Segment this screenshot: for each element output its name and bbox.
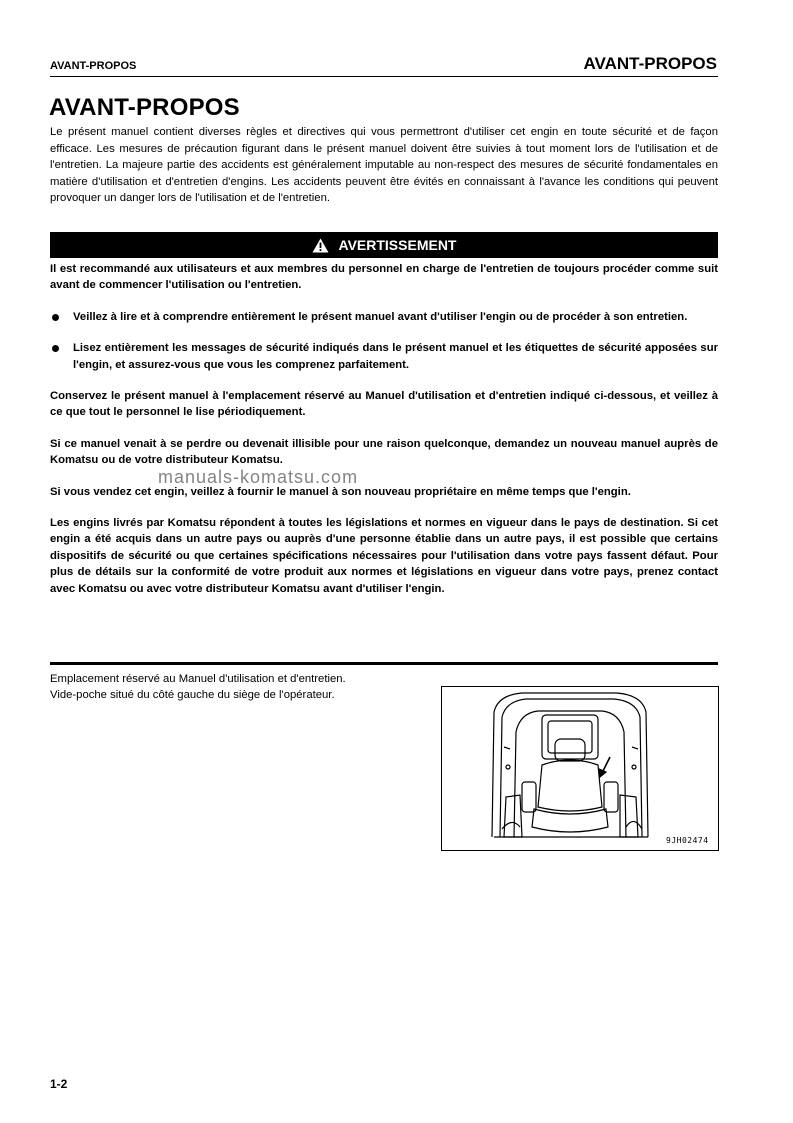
warning-paragraph: Les engins livrés par Komatsu répondent à toutes les législations et normes en vigueur dans le pays de destination. Si cet engin a été acquis dans un autre pays ou auprès d'une personne établie dans un autre pays, il est possible que certains dispositifs de sécurité ou que certaines spécifications nécessaires pour l'utilisation dans votre pays fassent défaut. Pour plus de détails sur la conformité de votre produit aux normes et législations en vigueur dans votre pays, prenez contact avec Komatsu ou avec votre distributeur Komatsu avant d'utiliser l'engin. — [50, 517, 718, 595]
section-rule — [50, 662, 718, 665]
operator-cab-drawing — [442, 687, 718, 850]
warning-paragraph: Si ce manuel venait à se perdre ou devenait illisible pour une raison quelconque, demandez un nouveau manuel auprès de Komatsu ou de votre distributeur Komatsu. — [50, 437, 718, 467]
page-title: AVANT-PROPOS — [49, 94, 240, 121]
figure-code: 9JH02474 — [666, 836, 709, 845]
intro-paragraph: Le présent manuel contient diverses règles et directives qui vous permettront d'utiliser cet engin en toute sécurité et de façon efficace. Les mesures de précaution figurant dans le présent manuel doivent être suivies à tout moment lors de l'utilisation et de l'entretien. La majeure partie des accidents est généralement imputable au non-respect des mesures de sécurité fondamentales en matière d'utilisation et d'entretien d'engins. Les accidents peuvent être évités en connaissant à l'avance les conditions qui peuvent provoquer un danger lors de l'utilisation et de l'entretien. — [50, 126, 718, 205]
page-number: 1-2 — [50, 1077, 68, 1091]
warning-paragraph: Conservez le présent manuel à l'emplacement réservé au Manuel d'utilisation et d'entretien indiqué ci-dessous, et veillez à ce que tout le personnel le lise périodiquement. — [50, 390, 718, 419]
warning-lead: Il est recommandé aux utilisateurs et aux membres du personnel en charge de l'entretien de toujours procéder comme suit avant de commencer l'utilisation ou l'entretien. — [50, 263, 718, 292]
running-header-right: AVANT-PROPOS — [583, 54, 717, 73]
bullet-icon — [52, 314, 59, 321]
location-line: Emplacement réservé au Manuel d'utilisation et d'entretien. — [50, 673, 346, 685]
warning-triangle-icon — [312, 238, 329, 253]
location-caption — [50, 671, 346, 704]
location-line: Vide-poche situé du côté gauche du siège de l'opérateur. — [50, 689, 335, 702]
warning-paragraph: Si vous vendez cet engin, veillez à fournir le manuel à son nouveau propriétaire en même temps que l'engin. — [50, 485, 631, 498]
warning-banner — [50, 232, 718, 258]
warning-bullet — [50, 309, 718, 325]
cab-illustration — [441, 686, 719, 851]
warning-bullet — [50, 340, 718, 373]
header-rule — [50, 76, 718, 77]
watermark-text: manuals-komatsu.com — [158, 467, 359, 487]
bullet-icon — [52, 345, 59, 352]
running-header-left: AVANT-PROPOS — [50, 60, 137, 72]
bullet-text: Veillez à lire et à comprendre entièrement le présent manuel avant d'utiliser l'engin ou de procéder à son entretien. — [73, 310, 688, 323]
bullet-text: Lisez entièrement les messages de sécurité indiqués dans le présent manuel et les étiquettes de sécurité apposées sur l'engin, et assurez-vous que vous les comprenez parfaitement. — [73, 342, 718, 371]
warning-label: AVERTISSEMENT — [338, 237, 457, 253]
warning-body — [50, 261, 718, 612]
